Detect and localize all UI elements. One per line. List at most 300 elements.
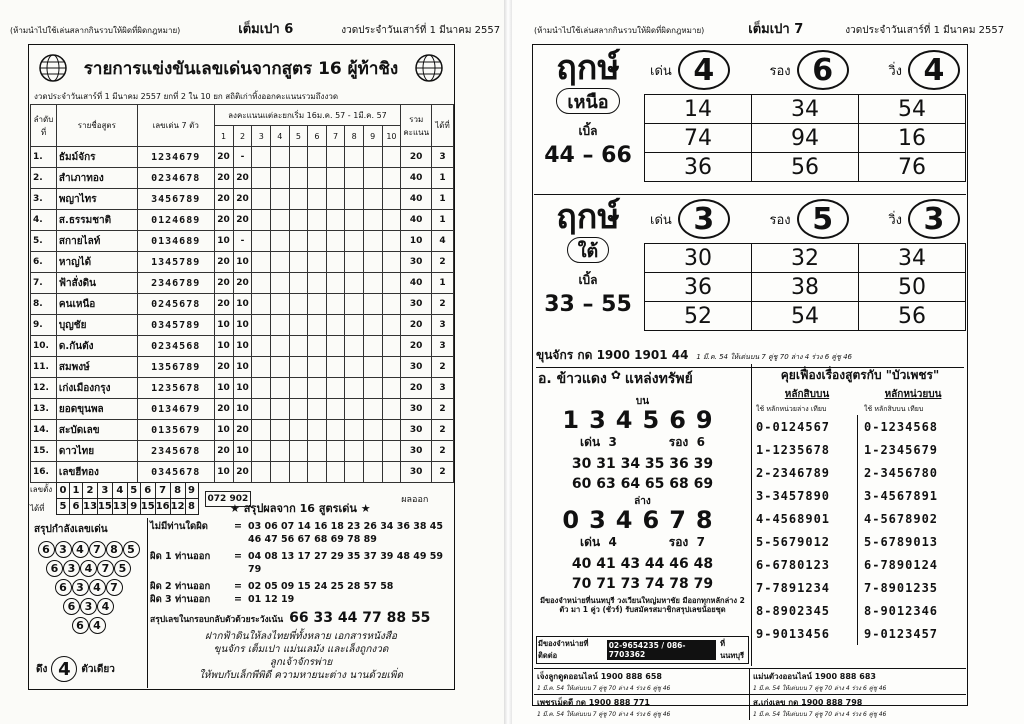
grid-number: 54 xyxy=(752,302,859,331)
formula-digits: 1234679 xyxy=(137,147,214,168)
left-page xyxy=(0,0,504,724)
row-number: 8. xyxy=(31,294,57,315)
round-score xyxy=(345,315,364,336)
globe-icon xyxy=(414,53,444,83)
total-score: 30 xyxy=(401,357,432,378)
pyramid-row xyxy=(72,617,106,634)
round-score xyxy=(252,420,271,441)
row-number: 10. xyxy=(31,336,57,357)
round-score xyxy=(271,378,290,399)
col-name: รายชื่อสูตร xyxy=(56,105,137,147)
pair-label: เบิ้ล xyxy=(578,273,598,287)
pair-label: เบิ้ล xyxy=(578,124,598,138)
round-header: 5 xyxy=(289,126,308,147)
ad-item: แม่นตัวงออนไลน์ 1900 888 683 1 มี.ค. 54 ให้เด่นบน 7 คู่ชู 70 ล่าง 4 ร่วง 6 คู่ชู 46 xyxy=(750,669,966,695)
grid-number: 74 xyxy=(645,124,752,153)
round-score xyxy=(271,273,290,294)
legal-note: (ห้ามนำไปใช้เล่นสลากกินรวบให้ผิดที่ผิดกฎหมาย) xyxy=(10,26,181,35)
draw-date: งวดประจำวันเสาร์ที่ 1 มีนาคม 2557 xyxy=(845,25,1005,36)
row-number: 7. xyxy=(31,273,57,294)
round-score xyxy=(345,462,364,483)
round-score: 20 xyxy=(233,189,252,210)
formula-value: 3-4567891 xyxy=(864,488,939,503)
grid-number: 30 xyxy=(645,244,752,273)
round-score xyxy=(363,147,382,168)
formula-subheads: ใช้ หลักหน่วยล่าง เทียบ ใช้ หลักสิบบน เทียบ xyxy=(756,405,924,413)
round-score xyxy=(308,441,327,462)
subtitle: งวดประจำวันเสาร์ที่ 1 มีนาคม 2557 ยกที่ 2 ใน 10 ยก สถิติเก่าทิ้งออกคะแนนรวมถึงงวด xyxy=(34,92,339,101)
round-score xyxy=(252,294,271,315)
single-label: ดึง xyxy=(36,663,48,675)
hotline: ขุนจักร กด 1900 1901 44 xyxy=(536,348,689,362)
grid-number: 76 xyxy=(859,153,966,182)
round-score xyxy=(252,189,271,210)
formula-value: 0-0124567 xyxy=(756,419,831,434)
rank: 2 xyxy=(432,252,454,273)
table-row xyxy=(31,378,454,399)
formula-digits: 0134689 xyxy=(137,231,214,252)
key-digit xyxy=(769,199,848,239)
round-score xyxy=(271,315,290,336)
round-score xyxy=(271,420,290,441)
count-total-1: 072 xyxy=(207,493,227,504)
shop-note: มีของจำหน่ายที่นนทบุรี วงเวียนใหญ่มหาชัย มีออกทุกหลักล่าง 2 ตัว มา 1 คู่ว (ชัวร์) รับสมัครสมาชิกสรุปเลขน้อยชุด xyxy=(540,596,745,614)
formula-name: สำเภาทอง xyxy=(56,168,137,189)
grid-row xyxy=(645,95,966,124)
table-row xyxy=(31,231,454,252)
round-score xyxy=(363,168,382,189)
round-score xyxy=(271,252,290,273)
formula-digits: 1235678 xyxy=(137,378,214,399)
round-score xyxy=(382,378,401,399)
grid-number: 16 xyxy=(859,124,966,153)
round-score: 20 xyxy=(233,210,252,231)
round-score xyxy=(382,357,401,378)
row-number: 9. xyxy=(31,315,57,336)
pair-row: 40 41 43 44 46 48 xyxy=(571,556,714,572)
round-score xyxy=(382,168,401,189)
col-total: รวม คะแนน xyxy=(401,105,432,147)
table-row xyxy=(31,273,454,294)
round-score: 10 xyxy=(233,336,252,357)
formula-name: ดาวไทย xyxy=(56,441,137,462)
round-score xyxy=(271,357,290,378)
formula-name: ฟ้าสั่งดิน xyxy=(56,273,137,294)
table-row xyxy=(31,252,454,273)
round-score: 10 xyxy=(233,252,252,273)
rank: 4 xyxy=(432,231,454,252)
row-number: 16. xyxy=(31,462,57,483)
number-grid xyxy=(644,243,966,331)
pyramid-digit: 6 xyxy=(72,617,89,634)
single-value: 4 xyxy=(51,656,77,682)
key-label: วิ่ง xyxy=(888,212,902,228)
rank: 2 xyxy=(432,462,454,483)
round-score: 20 xyxy=(233,462,252,483)
round-score xyxy=(382,336,401,357)
round-score: 10 xyxy=(233,294,252,315)
formula-row xyxy=(754,530,858,553)
left-header xyxy=(10,18,500,39)
draw-date: งวดประจำวันเสาร์ที่ 1 มีนาคม 2557 xyxy=(341,25,501,36)
ad-item: ส.เก่งเลข กด 1900 888 798 1 มี.ค. 54 ให้เด่นบน 7 คู่ชู 70 ล่าง 4 ร่วง 6 คู่ชู 46 xyxy=(753,698,887,718)
formula-digits: 0134679 xyxy=(137,399,214,420)
miss-row: ผิด 3 ท่านออก = 01 12 19 xyxy=(150,594,295,605)
round-score xyxy=(289,294,308,315)
pyramid-digit: 6 xyxy=(46,560,63,577)
clover-icon: ✿ xyxy=(610,368,621,382)
round-score: 10 xyxy=(214,378,233,399)
formula-digits: 0135679 xyxy=(137,420,214,441)
round-score: 10 xyxy=(214,315,233,336)
row-number: 2. xyxy=(31,168,57,189)
count-digit: 4 xyxy=(112,483,127,499)
top-digits: 134569 xyxy=(562,406,723,434)
round-score xyxy=(271,399,290,420)
formula-digits: 2346789 xyxy=(137,273,214,294)
round-score xyxy=(289,315,308,336)
formula-digits: 2345678 xyxy=(137,441,214,462)
key-value: 3 xyxy=(908,199,960,239)
count-value: 15 xyxy=(140,499,155,515)
formula-digits: 1345789 xyxy=(137,252,214,273)
pair-row: 30 31 34 35 36 39 xyxy=(571,456,714,472)
round-score xyxy=(326,168,345,189)
single-pick xyxy=(36,656,115,682)
round-score xyxy=(252,231,271,252)
row-number: 11. xyxy=(31,357,57,378)
row-number: 3. xyxy=(31,189,57,210)
formula-panel xyxy=(754,366,966,645)
round-header: 2 xyxy=(233,126,252,147)
round-score xyxy=(271,441,290,462)
strength-title: สรุปกำลังเลขเด่น xyxy=(34,524,108,535)
round-score xyxy=(345,441,364,462)
count-value: 16 xyxy=(155,499,170,515)
legal-note: (ห้ามนำไปใช้เล่นสลากกินรวบให้ผิดที่ผิดกฎหมาย) xyxy=(534,26,705,35)
round-score xyxy=(345,336,364,357)
grid-row xyxy=(645,153,966,182)
round-score xyxy=(308,294,327,315)
north-block xyxy=(534,46,966,194)
south-block xyxy=(534,194,966,342)
formula-row xyxy=(754,576,858,599)
key-digits xyxy=(646,48,964,92)
round-score xyxy=(326,231,345,252)
round-score xyxy=(289,399,308,420)
row-number: 14. xyxy=(31,420,57,441)
formula-row xyxy=(862,484,966,507)
table-row xyxy=(31,189,454,210)
grid-number: 94 xyxy=(752,124,859,153)
round-score xyxy=(289,210,308,231)
pair-value: 33 – 55 xyxy=(544,292,632,317)
rank: 2 xyxy=(432,357,454,378)
pair-value: 44 – 66 xyxy=(544,143,632,168)
rank: 2 xyxy=(432,441,454,462)
total-score: 40 xyxy=(401,168,432,189)
round-score xyxy=(308,315,327,336)
miss-row: ไม่มีท่านใดผิด = 03 06 07 14 16 18 23 26 34 36 38 45 46 47 56 67 68 69 78 89 xyxy=(150,521,443,545)
pyramid-digit: 3 xyxy=(55,541,72,558)
round-score: 20 xyxy=(214,147,233,168)
round-score xyxy=(345,168,364,189)
competition-title: รายการแข่งขันเลขเด่นจากสูตร 16 ผู้ท้าชิง xyxy=(83,58,399,79)
round-score xyxy=(345,357,364,378)
round-score xyxy=(289,147,308,168)
formula-value: 4-4568901 xyxy=(756,511,831,526)
pyramid-digit: 7 xyxy=(97,560,114,577)
phone-number: 02-9654235 / 086-7703362 xyxy=(607,640,716,660)
total-score: 30 xyxy=(401,294,432,315)
round-score xyxy=(308,273,327,294)
round-score xyxy=(326,420,345,441)
total-score: 20 xyxy=(401,315,432,336)
round-score: 20 xyxy=(214,210,233,231)
formula-value: 2-3456780 xyxy=(864,465,939,480)
formula-row xyxy=(862,622,966,645)
round-score xyxy=(363,462,382,483)
table-row xyxy=(31,294,454,315)
round-score xyxy=(289,252,308,273)
round-score xyxy=(308,252,327,273)
grid-number: 56 xyxy=(752,153,859,182)
round-score xyxy=(271,189,290,210)
region-label: เหนือ xyxy=(556,88,619,114)
round-header: 1 xyxy=(214,126,233,147)
region-label: ใต้ xyxy=(567,237,609,263)
table-row xyxy=(31,441,454,462)
rank: 3 xyxy=(432,315,454,336)
formula-row xyxy=(754,415,858,438)
formula-digits: 3456789 xyxy=(137,189,214,210)
round-score xyxy=(326,273,345,294)
round-score xyxy=(271,147,290,168)
key-value: 5 xyxy=(797,199,849,239)
miss-row: ผิด 1 ท่านออก = 04 08 13 17 27 29 35 37 39 48 49 59 79 xyxy=(150,551,443,575)
round-score xyxy=(345,189,364,210)
grid-row xyxy=(645,273,966,302)
row-number: 12. xyxy=(31,378,57,399)
formula-value: 2-2346789 xyxy=(756,465,831,480)
pyramid-digit: 3 xyxy=(63,560,80,577)
rank: 2 xyxy=(432,420,454,441)
count-label-1: เลขตั้ง xyxy=(30,484,53,494)
round-score xyxy=(326,462,345,483)
pyramid-digit: 8 xyxy=(106,541,123,558)
table-row xyxy=(31,315,454,336)
grid-number: 36 xyxy=(645,153,752,182)
round-score xyxy=(308,147,327,168)
formula-name: เลขฮีทอง xyxy=(56,462,137,483)
top-label: บน xyxy=(635,396,650,407)
round-score: 10 xyxy=(233,315,252,336)
teacher-title: อ. ข้าวแดง ✿ แหล่งทรัพย์ xyxy=(538,368,747,390)
round-score: 20 xyxy=(214,357,233,378)
grid-number: 14 xyxy=(645,95,752,124)
grid-number: 50 xyxy=(859,273,966,302)
round-score xyxy=(382,441,401,462)
round-score xyxy=(271,462,290,483)
formula-digits: 0245678 xyxy=(137,294,214,315)
round-score xyxy=(252,336,271,357)
pyramid-digit: 3 xyxy=(72,579,89,596)
formula-row xyxy=(754,484,858,507)
strength-panel xyxy=(30,518,148,688)
pyramid-row xyxy=(46,560,131,577)
grid-number: 34 xyxy=(859,244,966,273)
round-score xyxy=(289,189,308,210)
bottom-pairs xyxy=(534,554,751,594)
formula-digits: 0124689 xyxy=(137,210,214,231)
col-score: ลงคะแนนแต่ละยกเริ่ม 16ม.ค. 57 - 1มี.ค. 57 xyxy=(214,105,401,126)
formula-row xyxy=(862,599,966,622)
round-score xyxy=(326,210,345,231)
row-number: 1. xyxy=(31,147,57,168)
key-value: 6 xyxy=(797,50,849,90)
rank: 3 xyxy=(432,336,454,357)
top-main-sub: เด่น 3 รอง 6 xyxy=(579,435,706,449)
key-label: รอง xyxy=(769,212,791,228)
formula-value: 8-9012346 xyxy=(864,603,939,618)
round-score xyxy=(382,294,401,315)
count-digit: 2 xyxy=(83,483,98,499)
table-row xyxy=(31,462,454,483)
formula-value: 8-8902345 xyxy=(756,603,831,618)
brand-logo: ฤกษ์ xyxy=(556,197,620,237)
key-label: เด่น xyxy=(650,63,672,79)
bottom-digits: 034678 xyxy=(562,506,723,534)
formula-value: 4-5678902 xyxy=(864,511,939,526)
count-value: 13 xyxy=(112,499,127,515)
round-score xyxy=(363,273,382,294)
round-score xyxy=(289,462,308,483)
grid-number: 52 xyxy=(645,302,752,331)
formula-name: ธัมม์จักร xyxy=(56,147,137,168)
round-score xyxy=(289,420,308,441)
count-total-2: 902 xyxy=(229,493,249,504)
formula-name: พญาไทร xyxy=(56,189,137,210)
round-header: 3 xyxy=(252,126,271,147)
round-score xyxy=(326,399,345,420)
pyramid-digit: 5 xyxy=(123,541,140,558)
round-score xyxy=(252,441,271,462)
count-labels xyxy=(30,483,56,515)
formula-value: 6-6780123 xyxy=(756,557,831,572)
round-score: 20 xyxy=(214,189,233,210)
round-score: 10 xyxy=(214,420,233,441)
key-digit xyxy=(650,199,730,239)
round-score: 20 xyxy=(214,441,233,462)
formula-name: คนเหนือ xyxy=(56,294,137,315)
round-score xyxy=(308,420,327,441)
formula-name: เก่งเมืองกรุง xyxy=(56,378,137,399)
row-number: 6. xyxy=(31,252,57,273)
total-score: 30 xyxy=(401,252,432,273)
formula-name: บุญชัย xyxy=(56,315,137,336)
formula-row xyxy=(754,553,858,576)
rank: 1 xyxy=(432,168,454,189)
round-score xyxy=(289,441,308,462)
round-score xyxy=(271,336,290,357)
round-score xyxy=(326,336,345,357)
pyramid-digit: 4 xyxy=(72,541,89,558)
round-score: 20 xyxy=(233,420,252,441)
formula-row xyxy=(754,599,858,622)
pyramid-digit: 7 xyxy=(106,579,123,596)
round-score xyxy=(289,378,308,399)
round-score: 20 xyxy=(214,168,233,189)
round-score xyxy=(382,189,401,210)
pair-row: 70 71 73 74 78 79 xyxy=(571,576,714,592)
rank: 1 xyxy=(432,210,454,231)
round-score xyxy=(271,294,290,315)
round-score xyxy=(252,273,271,294)
round-score xyxy=(308,462,327,483)
table-row xyxy=(31,399,454,420)
key-value: 3 xyxy=(678,199,730,239)
round-score xyxy=(363,231,382,252)
round-score xyxy=(326,252,345,273)
formula-digits: 0345789 xyxy=(137,315,214,336)
round-score xyxy=(382,399,401,420)
single-label-2: ตัวเดียว xyxy=(81,663,115,675)
grid-row xyxy=(645,124,966,153)
formula-name: สมพงษ์ xyxy=(56,357,137,378)
count-digit: 8 xyxy=(170,483,185,499)
round-score xyxy=(326,147,345,168)
round-header: 6 xyxy=(308,126,327,147)
round-score xyxy=(363,378,382,399)
key-digit xyxy=(650,50,730,90)
table-row xyxy=(31,147,454,168)
round-score xyxy=(308,336,327,357)
round-score xyxy=(363,336,382,357)
round-score xyxy=(308,168,327,189)
round-score xyxy=(345,273,364,294)
count-value: 8 xyxy=(185,499,198,515)
round-score xyxy=(308,378,327,399)
score-table xyxy=(30,104,454,483)
round-score xyxy=(345,399,364,420)
round-score xyxy=(289,336,308,357)
round-score: 10 xyxy=(233,399,252,420)
formula-name: สกายไลท์ xyxy=(56,231,137,252)
row-number: 5. xyxy=(31,231,57,252)
number-grid xyxy=(644,94,966,182)
formula-columns xyxy=(754,415,966,645)
round-score xyxy=(382,315,401,336)
formula-name: สะบัดเลข xyxy=(56,420,137,441)
total-score: 40 xyxy=(401,273,432,294)
right-header xyxy=(534,18,1004,39)
formula-value: 0-1234568 xyxy=(864,419,939,434)
count-value: 13 xyxy=(83,499,98,515)
top-pairs xyxy=(534,454,751,494)
round-score xyxy=(363,294,382,315)
round-score xyxy=(308,210,327,231)
tens-column xyxy=(754,415,858,645)
formula-row xyxy=(862,530,966,553)
total-score: 30 xyxy=(401,462,432,483)
pyramid-digit: 3 xyxy=(80,598,97,615)
key-value: 4 xyxy=(678,50,730,90)
round-score xyxy=(326,315,345,336)
pyramid-digit: 7 xyxy=(89,541,106,558)
formula-value: 6-7890124 xyxy=(864,557,939,572)
page-title: เต็มเปา 7 xyxy=(748,22,804,37)
final-row: สรุปเลขในกรอบกลับตัวด้วยระวังเน้น 66 33 44 77 88 55 xyxy=(150,610,431,626)
